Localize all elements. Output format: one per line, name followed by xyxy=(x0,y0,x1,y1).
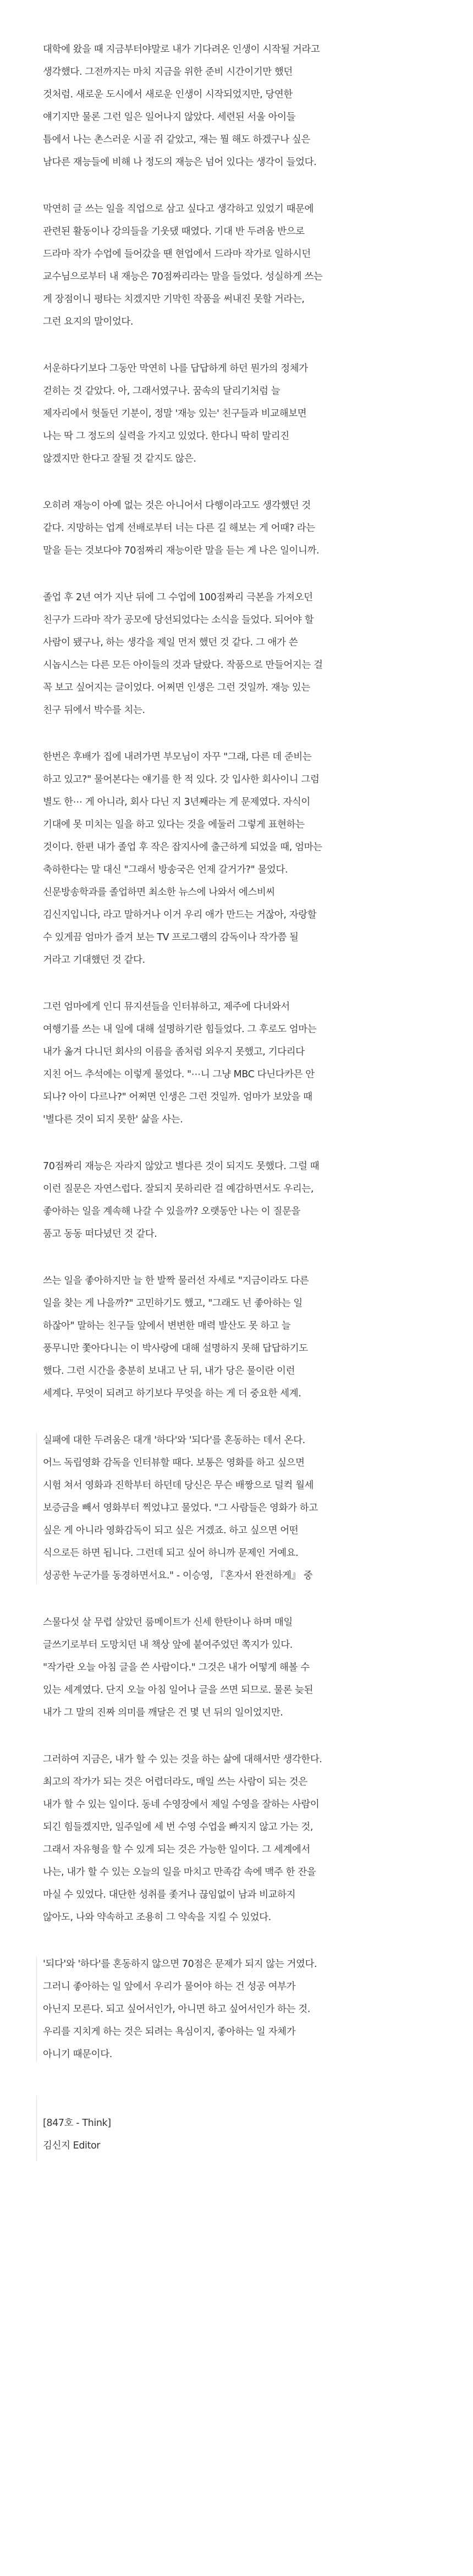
text-line: 교수님으로부터 내 재능은 70점짜리라는 말을 들었다. 성실하게 쓰는 xyxy=(43,271,323,282)
text-line: 관련된 활동이나 강의들을 기웃댔 때였다. 기대 반 두려움 반으로 xyxy=(43,226,305,237)
text-line: 내가 할 수 있는 일이다. 동네 수영장에서 제일 수영을 잘하는 사람이 xyxy=(43,1799,320,1810)
text-line: 아닌지 모른다. 되고 싶어서인가, 아니면 하고 싶어서인가 하는 것. xyxy=(43,2004,310,2015)
article-footer xyxy=(43,2112,473,2157)
text-line: 생각했다. 그전까지는 마치 지금을 위한 준비 시간이기만 했던 xyxy=(43,67,293,78)
text-line: 나는 딱 그 정도의 실력을 가지고 있었다. 한다니 딱히 말리진 xyxy=(43,431,289,442)
text-line: 나는, 내가 할 수 있는 오늘의 일을 마치고 만족감 속에 맥주 한 잔을 xyxy=(43,1867,316,1878)
body-paragraph xyxy=(43,1749,428,1929)
body-paragraph xyxy=(43,198,428,333)
paragraph-gap xyxy=(0,174,473,198)
text-line: 70점짜리 재능은 자라지 않았고 별다른 것이 되지도 못했다. 그럴 때 xyxy=(43,1161,320,1172)
text-line: 남다른 재능들에 비해 나 정도의 재능은 넘어 있다는 생각이 들었다. xyxy=(43,157,317,168)
text-line: 시놉시스는 다른 모든 아이들의 것과 달랐다. 작품으로 만들어지는 걸 xyxy=(43,660,323,671)
text-line: 보증금을 빼서 영화부터 찍었냐고 물었다. "그 사람들은 영화가 하고 xyxy=(43,1503,318,1514)
paragraph-gap xyxy=(0,1405,473,1429)
text-line: '별다른 것이 되지 못한' 삶을 사는. xyxy=(43,1114,183,1125)
paragraph-gap xyxy=(0,333,473,358)
text-line: 하잖아" 말하는 친구들 앞에서 변변한 매력 발산도 못 하고 늘 xyxy=(43,1320,291,1331)
text-line: 아니기 때문이다. xyxy=(43,2049,112,2060)
text-line: 내가 그 말의 진짜 의미를 깨달은 건 몇 년 뒤의 일이었지만. xyxy=(43,1707,283,1718)
paragraph-gap xyxy=(0,562,473,587)
text-line: '되다'와 '하다'를 혼동하지 않으면 70점은 문제가 되지 않는 거였다. xyxy=(43,1959,317,1970)
text-line: 축하한다는 말 대신 "그래서 방송국은 언제 갈거가?" 물었다. xyxy=(43,864,288,875)
text-line: 성공한 누군가를 동경하면서요." - 이승영, 『혼자서 완전하게』 중 xyxy=(43,1570,313,1581)
paragraph-gap xyxy=(0,2066,473,2090)
text-line: 게 장점이니 평타는 치겠지만 기막힌 작품을 써내진 못할 거라는, xyxy=(43,294,305,305)
text-line: 않아도, 나와 약속하고 조용히 그 약속을 지킬 수 있었다. xyxy=(43,1912,271,1923)
text-line: 드라마 작가 수업에 들어갔을 땐 현업에서 드라마 작가로 일하시던 xyxy=(43,249,311,260)
issue-label: [847호 - Think] xyxy=(43,2118,111,2129)
text-line: 이런 질문은 자연스럽다. 잘되지 못하리란 걸 예감하면서도 우리는, xyxy=(43,1183,314,1194)
text-line: 막연히 글 쓰는 일을 직업으로 삼고 싶다고 생각하고 있었기 때문에 xyxy=(43,204,314,215)
text-line: "작가란 오늘 아침 글을 쓴 사람이다." 그것은 내가 어떻게 해볼 수 xyxy=(43,1662,310,1673)
text-line: 김신지입니다, 라고 말하거나 이거 우리 애가 만드는 거잖아, 자랑할 xyxy=(43,909,317,920)
text-line: 친구 뒤에서 박수를 치는. xyxy=(43,705,145,716)
text-line: 스물다섯 살 무렵 살았던 룸메이트가 신세 한탄이나 하며 매일 xyxy=(43,1617,293,1628)
text-line: 수 있게끔 엄마가 즐겨 보는 TV 프로그램의 감독이나 작가쯤 될 xyxy=(43,932,299,943)
text-line: 품고 동동 떠다녔던 것 같다. xyxy=(43,1229,157,1240)
text-line: 제자리에서 헛돌던 기분이, 정말 '재능 있는' 친구들과 비교해보면 xyxy=(43,408,307,419)
text-line: 되긴 힘들겠지만, 일주일에 세 번 수영 수업을 빠지지 않고 가는 것, xyxy=(43,1822,314,1833)
text-line: 졸업 후 2년 여가 지난 뒤에 그 수업에 100점짜리 극본을 가져오던 xyxy=(43,592,313,603)
text-line: 그러니 좋아하는 일 앞에서 우리가 물어야 하는 건 성공 여부가 xyxy=(43,1981,296,1992)
body-paragraph xyxy=(43,746,428,972)
text-line: 하고 있고?" 물어본다는 얘기를 한 적 있다. 갓 입사한 회사이니 그럼 xyxy=(43,774,320,785)
text-line: 않겠지만 한다고 잘될 것 같지도 않은. xyxy=(43,453,196,464)
text-line: 그러하여 지금은, 내가 할 수 있는 것을 하는 삶에 대해서만 생각한다. xyxy=(43,1754,322,1765)
text-line: 있는 세계였다. 단지 오늘 아침 일어나 글을 쓰면 되므로. 물론 늦된 xyxy=(43,1685,314,1696)
paragraph-gap xyxy=(0,1929,473,1953)
body-paragraph xyxy=(43,1270,428,1405)
body-paragraph xyxy=(43,996,428,1131)
quote-paragraph xyxy=(43,1429,428,1587)
text-line: 싶은 게 아니라 영화감독이 되고 싶은 거겠죠. 하고 싶으면 어떤 xyxy=(43,1525,299,1536)
text-line: 쓰는 일을 좋아하지만 늘 한 발짝 물러선 자세로 "지금이라도 다른 xyxy=(43,1275,309,1286)
author-label: 김신지 Editor xyxy=(43,2140,101,2151)
text-line: 오히려 재능이 아예 없는 것은 아니어서 다행이라고도 생각했던 것 xyxy=(43,500,311,511)
paragraph-gap xyxy=(0,470,473,495)
text-line: 최고의 작가가 되는 것은 어렵더라도, 매일 쓰는 사람이 되는 것은 xyxy=(43,1777,307,1788)
text-line: 마실 수 있었다. 대단한 성취를 좇거나 끊임없이 남과 비교하지 xyxy=(43,1889,296,1900)
body-paragraph xyxy=(43,495,428,562)
quote-bar xyxy=(36,1956,37,2063)
text-line: 여행기를 쓰는 내 일에 대해 설명하기란 힘들었다. 그 후로도 엄마는 xyxy=(43,1024,317,1035)
text-line: 식으로든 하면 됩니다. 그런데 되고 싶어 하니까 문제인 거예요. xyxy=(43,1548,299,1559)
text-line: 틈에서 나는 촌스러운 시골 쥐 같았고, 재는 뭘 해도 하겠구나 싶은 xyxy=(43,134,310,145)
paragraph-gap xyxy=(0,972,473,996)
footer-bar xyxy=(36,2096,37,2162)
text-line: 내가 옮겨 다니던 회사의 이름을 좀처럼 외우지 못했고, 기다리다 xyxy=(43,1046,305,1057)
text-line: 걷히는 것 같았다. 아, 그래서였구나. 꿈속의 달리기처럼 늘 xyxy=(43,386,280,397)
text-line: 그런 요지의 말이었다. xyxy=(43,316,134,327)
paragraph-gap xyxy=(0,1587,473,1612)
quote-bar xyxy=(36,1433,37,1584)
text-line: 거라고 기대했던 것 같다. xyxy=(43,955,145,966)
text-line: 것이다. 한편 내가 졸업 후 작은 잡지사에 출근하게 되었을 때, 엄마는 xyxy=(43,842,322,853)
text-line: 그래서 자유형을 할 수 있게 되는 것은 가능한 일이다. 그 세계에서 xyxy=(43,1844,310,1855)
text-line: 우리를 지치게 하는 것은 되려는 욕심이지, 좋아하는 일 자체가 xyxy=(43,2026,296,2037)
text-line: 서운하다기보다 그동안 막연히 나를 답답하게 하던 뭔가의 정체가 xyxy=(43,363,308,374)
text-line: 그런 엄마에게 인디 뮤지션들을 인터뷰하고, 제주에 다녀와서 xyxy=(43,1001,290,1012)
text-line: 되나? 아이 다르나?" 어쩌면 인생은 그런 것일까. 엄마가 보았을 때 xyxy=(43,1092,312,1103)
footer-wrap xyxy=(0,2112,473,2157)
body-paragraph xyxy=(43,358,428,470)
text-line: 꼭 보고 싶어지는 글이었다. 어쩌면 인생은 그런 것일까. 재능 있는 xyxy=(43,682,310,693)
text-line: 일을 찾는 게 나을까?" 고민하기도 했고, "그래도 넌 좋아하는 일 xyxy=(43,1298,302,1309)
text-line: 했다. 그런 시간을 충분히 보내고 난 뒤, 내가 당은 물이란 이런 xyxy=(43,1366,295,1377)
text-line: 세계다. 무엇이 되려고 하기보다 무엇을 하는 게 더 중요한 세계. xyxy=(43,1388,301,1399)
text-line: 지친 어느 추석에는 이렇게 물었다. "⋯니 그냥 MBC 다닌다카믄 안 xyxy=(43,1069,315,1080)
text-line: 말을 듣는 것보다야 70점짜리 재능이란 말을 듣는 게 나은 일이니까. xyxy=(43,545,320,556)
text-line: 신문방송학과를 졸업하면 최소한 뉴스에 나와서 에스비씨 xyxy=(43,887,275,898)
text-line: 친구가 드라마 작가 공모에 당선되었다는 소식을 들었다. 되어야 할 xyxy=(43,615,314,626)
text-line: 대학에 왔을 때 지금부터야말로 내가 기다려온 인생이 시작될 거라고 xyxy=(43,44,320,55)
body-paragraph xyxy=(43,1612,428,1724)
text-line: 기대에 못 미치는 일을 하고 있다는 것을 에둘러 그렇게 표현하는 xyxy=(43,819,305,830)
paragraph-gap xyxy=(0,1724,473,1749)
text-line: 좋아하는 일을 계속해 나갈 수 있을까? 오랫동안 나는 이 질문을 xyxy=(43,1206,300,1217)
text-line: 얘기지만 물론 그런 일은 일어나지 않았다. 세련된 서울 아이들 xyxy=(43,112,296,123)
text-line: 같다. 지망하는 업계 선배로부터 너는 다른 길 해보는 게 어때? 라는 xyxy=(43,523,315,534)
body-paragraph xyxy=(43,1155,428,1246)
text-line: 것처럼. 새로운 도시에서 새로운 인생이 시작되었지만, 당연한 xyxy=(43,89,293,100)
text-line: 시험 쳐서 영화과 진학부터 하던데 당신은 무슨 배짱으로 덜컥 월세 xyxy=(43,1480,314,1491)
text-line: 사람이 됐구나, 하는 생각을 제일 먼저 했던 것 같다. 그 애가 쓴 xyxy=(43,637,298,648)
text-line: 한번은 후배가 집에 내려가면 부모님이 자꾸 "그래, 다른 데 준비는 xyxy=(43,752,312,763)
paragraph-gap xyxy=(0,722,473,746)
body-paragraph xyxy=(43,39,428,174)
text-line: 실패에 대한 두려움은 대개 '하다'와 '되다'를 혼동하는 데서 온다. xyxy=(43,1435,305,1446)
text-line: 글쓰기로부터 도망치던 내 책상 앞에 붙여주었던 쪽지가 있다. xyxy=(43,1640,293,1651)
body-paragraph xyxy=(43,587,428,722)
paragraph-gap xyxy=(0,1246,473,1270)
paragraph-gap xyxy=(0,1131,473,1155)
text-line: 어느 독립영화 감독을 인터뷰할 때다. 보통은 영화를 하고 싶으면 xyxy=(43,1457,305,1468)
quote-paragraph xyxy=(43,1953,428,2066)
text-line: 별도 한⋯ 게 아니라, 회사 다닌 지 3년째라는 게 문제였다. 자식이 xyxy=(43,797,310,808)
text-line: 풍무니만 쫓아다니는 이 박사랑에 대해 설명하지 못해 답답하기도 xyxy=(43,1343,308,1354)
